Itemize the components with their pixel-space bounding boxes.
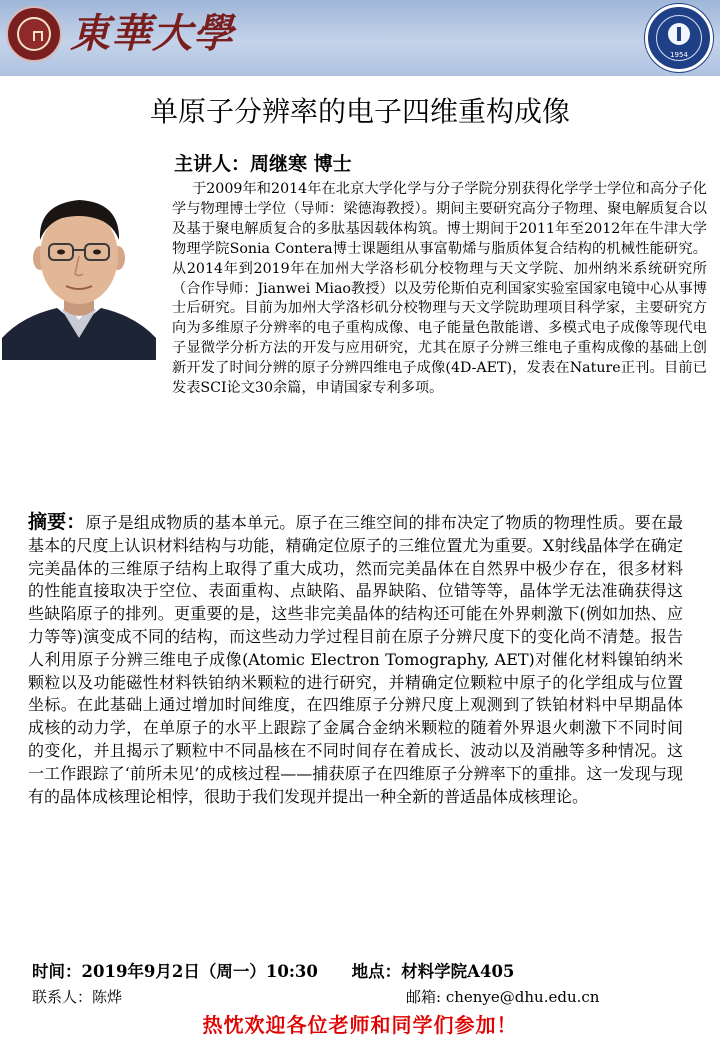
college-emblem-logo: 1954 xyxy=(645,4,713,72)
speaker-photo xyxy=(2,188,156,360)
speaker-name: 主讲人：周继寒 博士 xyxy=(174,153,352,175)
university-name: 東華大學 xyxy=(70,10,234,57)
event-location: 地点：材料学院A405 xyxy=(351,962,515,981)
event-time: 时间：2019年9月2日（周一）10:30 xyxy=(32,962,318,981)
contact-email: 邮箱: chenye@dhu.edu.cn xyxy=(406,988,600,1006)
welcome-message: 热忱欢迎各位老师和同学们参加！ xyxy=(202,1013,518,1037)
abstract-section xyxy=(28,511,683,808)
abstract-text: 原子是组成物质的基本单元。原子在三维空间的排布决定了物质的物理性质。要在最基本的尺度上认识材料结构与功能，精确定位原子的三维位置尤为重要。X射线晶体学在确定完美晶体的三维原子结构上取得了重大成功，然而完美晶体在自然界中极少存在，很多材料的性能直接取决于空位、表面重构、点缺陷、晶界缺陷、位错等等，晶体学无法准确获得这些缺陷原子的排列。更重要的是，这些非完美晶体的结构还可能在外界刺激下(例如加热、应力等等)演变成不同的结构，而这些动力学过程目前在原子分辨尺度下的变化尚不清楚。报告人利用原子分辨三维电子成像(Atomic Electron Tomography, AET)对催化材料镍铂纳米颗粒以及功能磁性材料铁铂纳米颗粒的进行研究，并精确定位颗粒中原子的化学组成与位置坐标。在此基础上通过增加时间维度，在四维原子分辨尺度上观测到了铁铂材料中早期晶体成核的动力学，在单原子的水平上跟踪了金属合金纳米颗粒的随着外界退火刺激下不同时间的变化，并且揭示了颗粒中不同晶核在不同时间存在着成长、波动以及消融等多种情况。这一工作跟踪了‘前所未见’的成核过程——捕获原子在四维原子分辨率下的重排。这一发现与现有的晶体成核理论相悖，很助于我们发现并提出一种全新的普适晶体成核理论。 xyxy=(28,513,683,806)
abstract-label: 摘要： xyxy=(28,511,86,533)
speaker-bio: 于2009年和2014年在北京大学化学与分子学院分别获得化学学士学位和高分子化学与物理博士学位（导师：梁德海教授）。期间主要研究高分子物理、聚电解质复合以及基于聚电解质复合的多肽基因载体构筑。博士期间于2011年至2012年在牛津大学物理学院Sonia Contera博士课题组从事富勒烯与脂质体复合结构的机械性能研究。从2014年到2019年在加州大学洛杉矶分校物理与天文学院、加州纳米系统研究所（合作导师：Jianwei Miao教授）以及劳伦斯伯克利国家实验室国家电镜中心从事博士后研究。目前为加州大学洛杉矶分校物理与天文学院助理项目科学家，主要研究方向为多维原子分辨率的电子重构成像、电子能量色散能谱、多模式电子成像等现代电子显微学分析方法的开发与应用研究，尤其在原子分辨三维电子重构成像的基础上创新开发了时间分辨的原子分辨四维电子成像(4D-AET)，发表在Nature正刊。目前已发表SCI论文30余篇，申请国家专利多项。 xyxy=(172,181,707,397)
event-time-location xyxy=(32,959,514,985)
event-contact xyxy=(32,985,652,1009)
header-banner xyxy=(0,0,720,76)
university-seal-logo xyxy=(6,6,62,62)
talk-title: 单原子分辨率的电子四维重构成像 xyxy=(149,95,570,128)
contact-person: 联系人：陈烨 xyxy=(32,988,123,1006)
